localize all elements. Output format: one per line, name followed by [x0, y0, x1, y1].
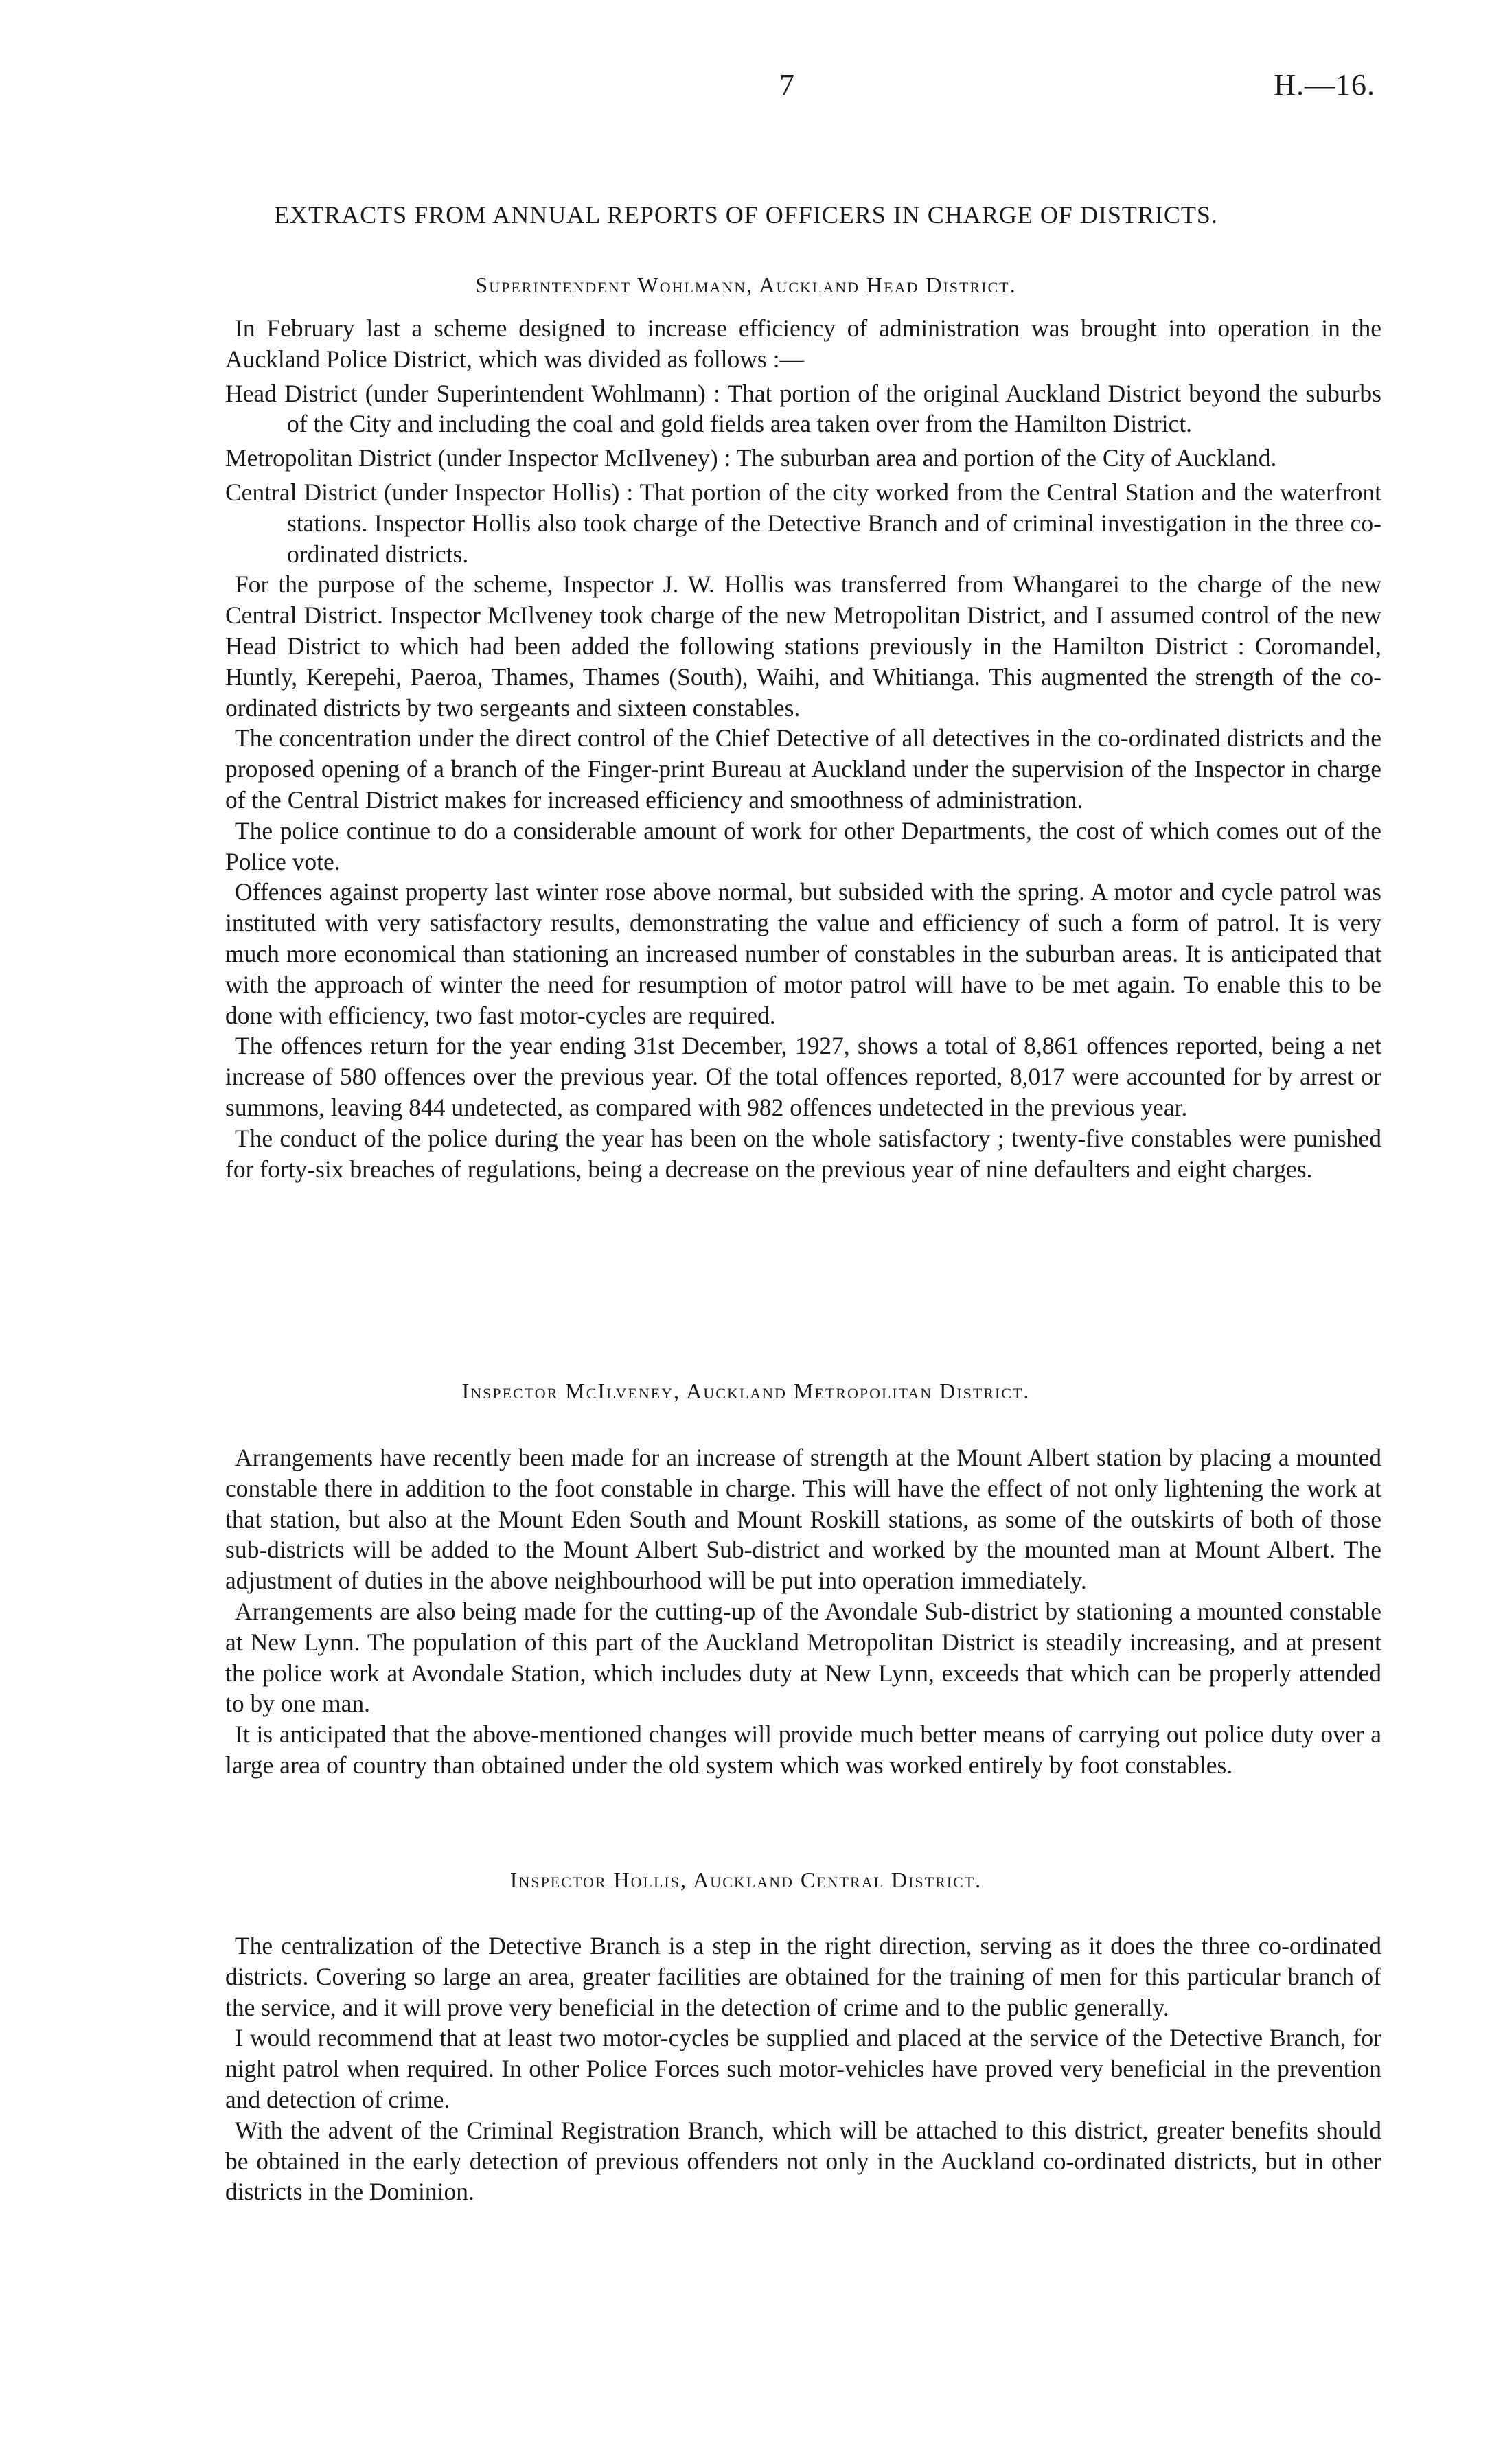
list-item: Metropolitan District (under Inspector McIlveney) : The suburban area and portion of the City of Auckland. [225, 444, 1277, 472]
section-heading-metropolitan-district: Inspector McIlveney, Auckland Metropolitan District. [461, 1379, 1031, 1403]
paragraph: I would recommend that at least two motor-cycles be supplied and placed at the service of the Detective Branch, for night patrol when required. In other Police Forces such motor-vehicles have proved very beneficial in the prevention and detection of crime. [225, 2024, 1381, 2113]
document-reference: H.—16. [1274, 68, 1375, 102]
section-heading-head-district: Superintendent Wohlmann, Auckland Head District. [475, 273, 1017, 297]
list-item: Head District (under Superintendent Wohlmann) : That portion of the original Auckland District beyond the suburbs of the City and including the coal and gold fields area taken over from the Hamilton District. [225, 379, 1381, 438]
paragraph: For the purpose of the scheme, Inspector J. W. Hollis was transferred from Whangarei to the charge of the new Central District. Inspector McIlveney took charge of the new Metropolitan District, and I assumed control of the new Head District to which had been added the following stations previously in the Hamilton District : Coromandel, Huntly, Kerepehi, Paeroa, Thames, Thames (South), Waihi, and Whitianga. This augmented the strength of the co-ordinated districts by two sergeants and sixteen constables. [225, 571, 1381, 722]
paragraph: The police continue to do a considerable amount of work for other Departments, the cost of which comes out of the Police vote. [225, 816, 1381, 875]
paragraph: In February last a scheme designed to increase efficiency of administration was brought into operation in the Auckland Police District, which was divided as follows :— [225, 314, 1381, 373]
paragraph: The centralization of the Detective Branch is a step in the right direction, serving as it does the three co-ordinated districts. Covering so large an area, greater facilities are obtained for the training of men for this particular branch of the service, and it will prove very beneficial in the detection of crime and to the public generally. [225, 1932, 1381, 2021]
section-body-head-district [225, 313, 1381, 1184]
paragraph: The offences return for the year ending 31st December, 1927, shows a total of 8,861 offences reported, being a net increase of 580 offences over the previous year. Of the total offences reported, 8,017 were accounted for by arrest or summons, leaving 844 undetected, as compared with 982 offences undetected in the previous year. [225, 1032, 1381, 1121]
section-body-metropolitan-district [225, 1442, 1381, 1781]
list-item: Central District (under Inspector Hollis) : That portion of the city worked from the Central Station and the waterfront stations. Inspector Hollis also took charge of the Detective Branch and of criminal investigation in the three co-ordinated districts. [225, 478, 1381, 568]
section-heading-central-district: Inspector Hollis, Auckland Central District. [509, 1867, 983, 1892]
paragraph: The conduct of the police during the year has been on the whole satisfactory ; twenty-five constables were punished for forty-six breaches of regulations, being a decrease on the previous year of nine defaulters and eight charges. [225, 1124, 1381, 1183]
page-number: 7 [779, 68, 794, 102]
paragraph: Arrangements have recently been made for an increase of strength at the Mount Albert station by placing a mounted constable there in addition to the foot constable in charge. This will have the effect of not only lightening the work at that station, but also at the Mount Eden South and Mount Roskill stations, as some of the outskirts of both of those sub-districts will be added to the Mount Albert Sub-district and worked by the mounted man at Mount Albert. The adjustment of duties in the above neighbourhood will be put into operation immediately. [225, 1444, 1381, 1595]
section-body-central-district [225, 1931, 1381, 2207]
paragraph: It is anticipated that the above-mentioned changes will provide much better means of carrying out police duty over a large area of country than obtained under the old system which was worked entirely by foot constables. [225, 1720, 1381, 1779]
paragraph: The concentration under the direct control of the Chief Detective of all detectives in the co-ordinated districts and the proposed opening of a branch of the Finger-print Bureau at Auckland under the supervision of the Inspector in charge of the Central District makes for increased efficiency and smoothness of administration. [225, 724, 1381, 814]
document-title: EXTRACTS FROM ANNUAL REPORTS OF OFFICERS IN CHARGE OF DISTRICTS. [274, 201, 1218, 229]
paragraph: Offences against property last winter rose above normal, but subsided with the spring. A motor and cycle patrol was instituted with very satisfactory results, demonstrating the value and efficiency of such a form of patrol. It is very much more economical than stationing an increased number of constables in the suburban areas. It is anticipated that with the approach of winter the need for resumption of motor patrol will have to be met again. To enable this to be done with efficiency, two fast motor-cycles are required. [225, 878, 1381, 1029]
paragraph: With the advent of the Criminal Registration Branch, which will be attached to this district, greater benefits should be obtained in the early detection of previous offenders not only in the Auckland co-ordinated districts, but in other districts in the Dominion. [225, 2116, 1381, 2206]
paragraph: Arrangements are also being made for the cutting-up of the Avondale Sub-district by stationing a mounted constable at New Lynn. The population of this part of the Auckland Metropolitan District is steadily increasing, and at present the police work at Avondale Station, which includes duty at New Lynn, exceeds that which can be properly attended to by one man. [225, 1597, 1381, 1718]
